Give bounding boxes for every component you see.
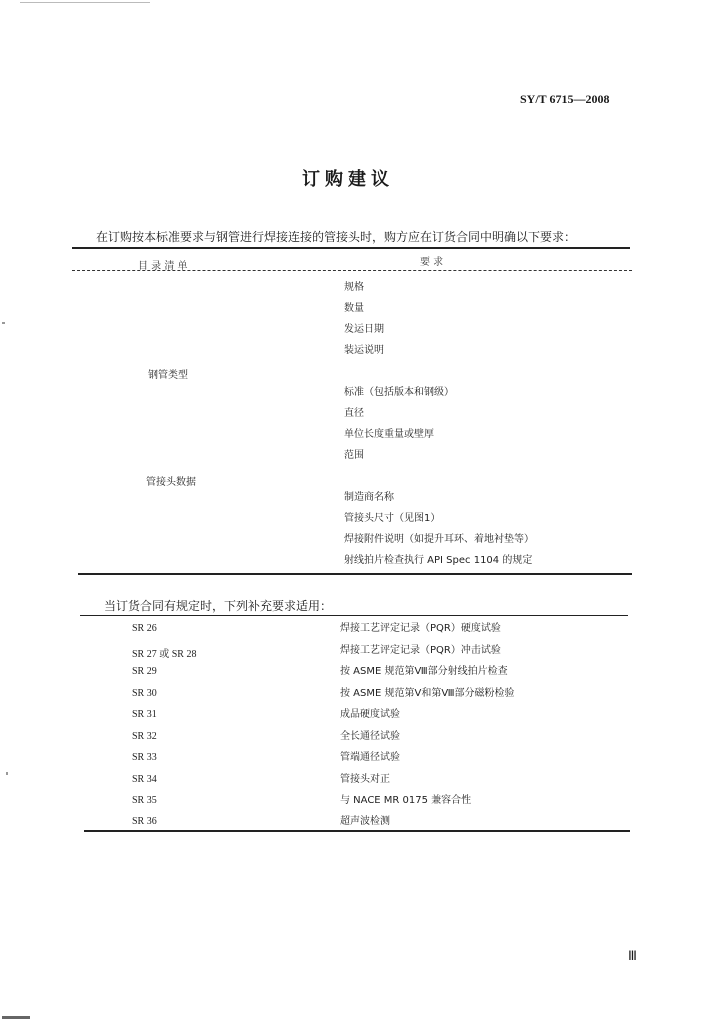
- requirement-item: 数量: [344, 303, 364, 314]
- sr-code: SR 29: [132, 666, 157, 677]
- sr-code: SR 27 或 SR 28: [132, 649, 197, 660]
- sr-code: SR 36: [132, 816, 157, 827]
- requirement-item: 发运日期: [344, 324, 384, 335]
- scan-speck: [2, 1016, 30, 1019]
- sr-description: 管接头对正: [340, 774, 390, 785]
- sr-description: 管端通径试验: [340, 752, 400, 763]
- sr-description: 全长通径试验: [340, 731, 400, 742]
- sr-description: 焊接工艺评定记录（PQR）硬度试验: [340, 623, 501, 634]
- requirement-item: 直径: [344, 408, 364, 419]
- requirement-item: 管接头尺寸（见图1）: [344, 513, 441, 524]
- sr-code: SR 35: [132, 795, 157, 806]
- sr-description: 按 ASME 规范第Ⅷ部分射线拍片检查: [340, 666, 508, 677]
- category-label: 钢管类型: [148, 370, 188, 381]
- requirement-item: 焊接附件说明（如提升耳环、着地衬垫等）: [344, 534, 534, 545]
- requirement-item: 射线拍片检查执行 API Spec 1104 的规定: [344, 555, 533, 566]
- table1-col-left-header: 目 录 清 单: [138, 261, 188, 272]
- sr-description: 按 ASME 规范第Ⅴ和第Ⅷ部分磁粉检验: [340, 688, 515, 699]
- requirement-item: 范围: [344, 450, 364, 461]
- sr-description: 成品硬度试验: [340, 709, 400, 720]
- requirement-item: 规格: [344, 282, 364, 293]
- table1-bottom-rule: [78, 573, 632, 575]
- sr-description: 焊接工艺评定记录（PQR）冲击试验: [340, 645, 501, 656]
- sr-code: SR 34: [132, 774, 157, 785]
- table1-header-rule: [72, 270, 632, 271]
- requirement-item: 单位长度重量或壁厚: [344, 429, 434, 440]
- table1-top-rule: [72, 247, 630, 249]
- scan-speck: [20, 2, 150, 3]
- section2-intro: 当订货合同有规定时，下列补充要求适用：: [104, 599, 333, 613]
- table2-bottom-rule: [84, 830, 630, 832]
- scan-speck: [6, 772, 8, 775]
- standard-code: SY/T 6715—2008: [520, 92, 610, 106]
- sr-description: 超声波检测: [340, 816, 390, 827]
- section1-intro: 在订购按本标准要求与钢管进行焊接连接的管接头时，购方应在订货合同中明确以下要求：: [96, 230, 577, 244]
- sr-code: SR 31: [132, 709, 157, 720]
- requirement-item: 标准（包括版本和钢级）: [344, 387, 454, 398]
- sr-code: SR 32: [132, 731, 157, 742]
- requirement-item: 制造商名称: [344, 492, 394, 503]
- scan-speck: [2, 322, 5, 324]
- table2-top-rule: [80, 615, 628, 616]
- sr-code: SR 33: [132, 752, 157, 763]
- sr-code: SR 26: [132, 623, 157, 634]
- page-title: 订购建议: [302, 169, 394, 190]
- table1-col-right-header: 要 求: [420, 257, 444, 268]
- requirement-item: 装运说明: [344, 345, 384, 356]
- page-number: Ⅲ: [628, 948, 637, 963]
- sr-code: SR 30: [132, 688, 157, 699]
- sr-description: 与 NACE MR 0175 兼容合性: [340, 795, 472, 806]
- category-label: 管接头数据: [146, 477, 196, 488]
